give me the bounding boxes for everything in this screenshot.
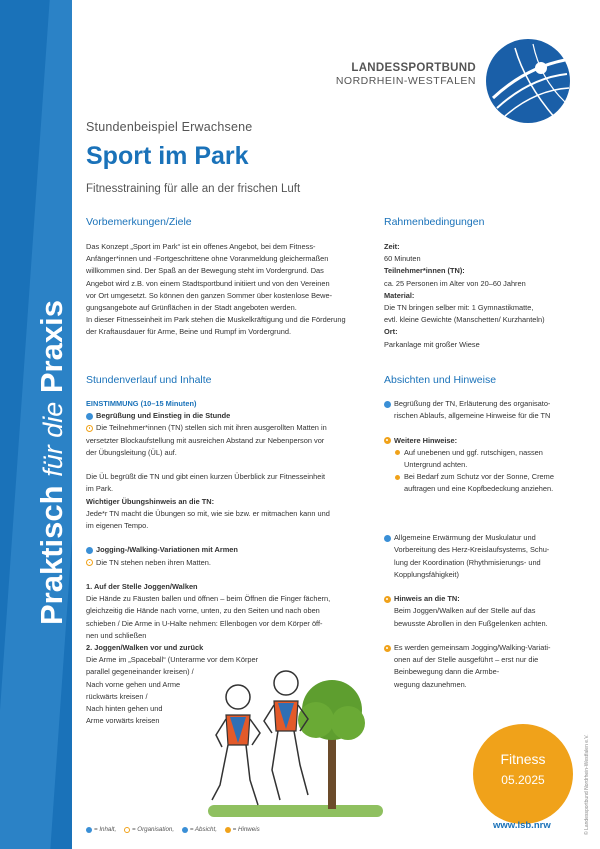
copyright-note: © Landessportbund Nordrhein-Westfalen e.V. (584, 734, 590, 835)
verlauf-text: EINSTIMMUNG (10–15 Minuten) Begrüßung und Einstieg in die Stunde Die Teilnehmer*innen (TN) stellen sich mit ihren ausgerollten Matten in versetzter Blockaufstellung mit ausreichen Abstand zur Nebenperson vor der Übungsleitung (ÜL) auf. Die ÜL begrüßt die TN und gibt einen kurzen Überblick zur Fitnesseinheit im Park. Wichtiger Übungshinweis an die TN: Jede*r TN macht die Übungen so mit, wie sie bzw. er mitmachen kann und im eigenen Tempo. Jogging-/Walking-Variationen mit Armen Die TN stehen neben ihren Matten. 1. Auf der Stelle Joggen/Walken Die Hände zu Fäusten ballen und öffnen – beim Öffnen die Finger fächern, gleichzeitig die Hände nach vorne, unten, zu den Seiten und nach oben schieben / Die Arme in U-Halte nehmen: Ellenbogen vor dem Körper öff- nen und schließen 2. Joggen/Walken vor und zurück Die Arme im „Spaceball“ (Unterarme vor dem Körper parallel gegeneinander kreisen) / Nach vorne gehen und Arme rückwärts kreisen / Nach hinten gehen und Arme vorwärts kreisen (86, 399, 331, 726)
organisation-dot-icon (86, 559, 93, 566)
heading-absichten: Absichten und Hinweise (384, 374, 497, 386)
absichten-text: Begrüßung der TN, Erläuterung des organisato- rischen Ablaufs, allgemeine Hinweise für die TN Weitere Hinweise: Auf unebenen und ggf. rutschigen, nassen Untergrund achten. Bei Bedarf zum Schutz vor der Sonne, Creme auftragen und eine Kopfbedeckung anziehen. Allgemeine Erwärmung der Muskulatur und Vorbereitung des Herz-Kreislaufsystems, Schu- lung der Koordination (Rhythmisierungs- und Kopplungsfähigkeit) Hinweis an die TN: Beim Joggen/Walken auf der Stelle auf das bewusste Abrollen in den Fußgelenken achten. Es werden gemeinsam Jogging/Walking-Variati- onen auf der Stelle ausgeführt – erst nur die Beinbewegung dann die Armbe- wegung dazunehmen. (384, 398, 584, 691)
heading-verlauf: Stundenverlauf und Inhalte (86, 374, 212, 386)
rahmen-text: Zeit: 60 Minuten Teilnehmer*innen (TN): ca. 25 Personen im Alter von 20–60 Jahren Material: Die TN bringen selber mit: 1 Gymnastikmatte, evtl. kleine Gewichte (Manschetten/ Kurzhanteln) Ort: Parkanlage mit großer Wiese (384, 242, 545, 349)
inhalt-dot-icon (86, 547, 93, 554)
organisation-dot-icon (86, 425, 93, 432)
hinweis-legend-icon (225, 827, 231, 833)
inhalt-dot-icon (86, 413, 93, 420)
logo-wordmark: LANDESSPORTBUND NORDRHEIN-WESTFALEN (335, 62, 476, 87)
hinweis-dot-icon (384, 645, 391, 652)
hinweis-dot-icon (384, 437, 391, 444)
website-link[interactable]: www.lsb.nrw (493, 820, 551, 831)
heading-vorbemerkungen: Vorbemerkungen/Ziele (86, 216, 192, 228)
absicht-dot-icon (384, 401, 391, 408)
absicht-dot-icon (384, 535, 391, 542)
pretitle: Stundenbeispiel Erwachsene (86, 120, 253, 134)
heading-rahmen: Rahmenbedingungen (384, 216, 485, 228)
page-subtitle: Fitnesstraining für alle an der frischen Luft (86, 183, 301, 195)
page-title: Sport im Park (86, 142, 249, 170)
logo-emblem-icon (485, 38, 571, 124)
absicht-legend-icon (182, 827, 188, 833)
sidebar-title: Praktisch für die Praxis (34, 300, 69, 625)
hinweis-dot-icon (384, 596, 391, 603)
organisation-legend-icon (124, 827, 130, 833)
joggers-illustration (208, 655, 383, 825)
sidebar-band (0, 0, 72, 849)
intro-text: Das Konzept „Sport im Park“ ist ein offenes Angebot, bei dem Fitness- Anfänger*innen und -Fortgeschrittene ohne Voranmeldung gleichermaßen willkommen sind. Der Spaß an der Bewegung steht im Vordergrund. Das Angebot wird z.B. von einem Stadtsportbund initiiert und von den Vereinen vor Ort umgesetzt. So können den ganzen Sommer über kostenlose Bewe- gungsangebote auf Grünflächen in der Stadt angeboten werden. In dieser Fitnesseinheit im Park stehen die Muskelkräftigung und die Förderung der Kraftausdauer für Arme, Beine und Rumpf im Vordergrund. (86, 242, 346, 337)
inhalt-legend-icon (86, 827, 92, 833)
symbol-legend: = Inhalt, = Organisation, = Absicht, = Hinweis (86, 826, 266, 833)
topic-badge: Fitness 05.2025 (473, 724, 573, 824)
